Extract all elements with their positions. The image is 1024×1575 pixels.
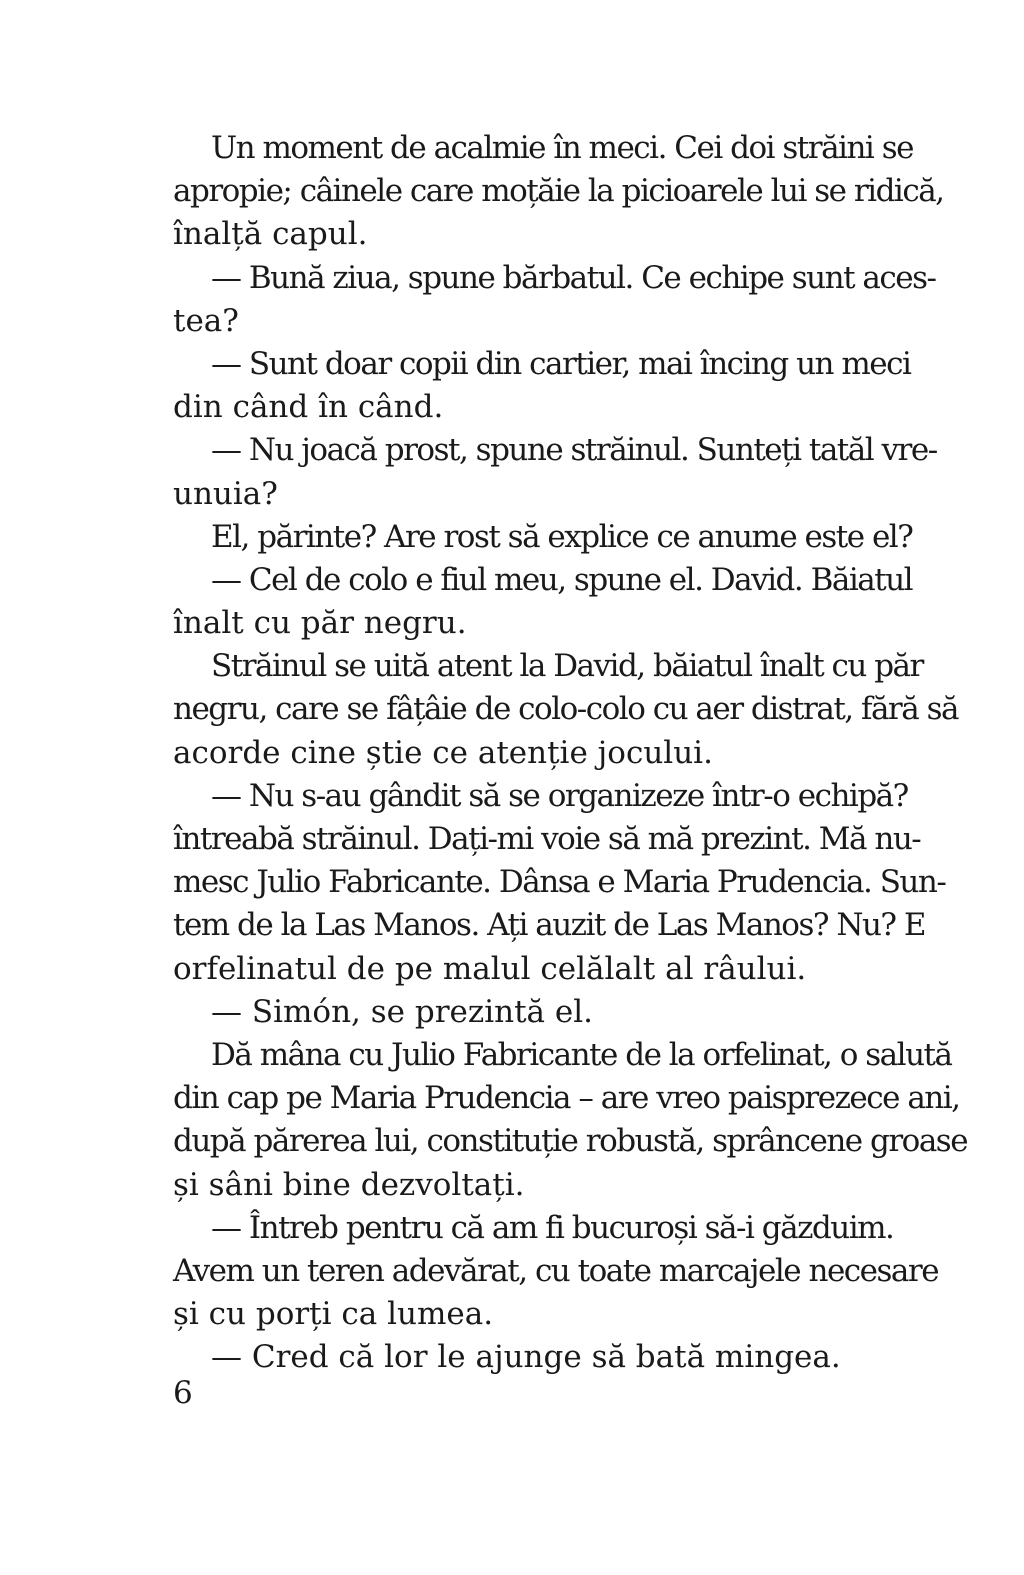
text-line: unuia? [173, 475, 278, 512]
text-line: mesc Julio Fabricante. Dânsa e Maria Prudencia. Sun- [173, 864, 946, 901]
text-line: tem de la Las Manos. Ați auzit de Las Manos? Nu? E [173, 907, 926, 944]
page-number: 6 [173, 1375, 193, 1411]
text-line: și sâni bine dezvoltați. [173, 1166, 525, 1203]
text-line: — Întreb pentru că am fi bucuroși să-i găzduim. [211, 1209, 894, 1246]
text-line: și cu porți ca lumea. [173, 1296, 494, 1333]
text-line: acorde cine știe ce atenție jocului. [173, 734, 713, 771]
text-line: — Bună ziua, spune bărbatul. Ce echipe sunt aces- [211, 259, 936, 296]
text-line: — Sunt doar copii din cartier, mai încing un meci [211, 345, 911, 382]
text-line: înalță capul. [173, 216, 368, 253]
text-line: — Nu s-au gândit să se organizeze într-o echipă? [211, 777, 908, 814]
text-line: — Cel de colo e fiul meu, spune el. David. Băiatul [211, 561, 913, 598]
text-line: orfelinatul de pe malul celălalt al râului. [173, 950, 807, 987]
body-text [173, 127, 968, 1379]
text-line: după părerea lui, constituție robustă, sprâncene groase [173, 1123, 968, 1160]
text-line: Străinul se uită atent la David, băiatul înalt cu păr [211, 648, 923, 685]
text-line: din cap pe Maria Prudencia – are vreo paisprezece ani, [173, 1080, 960, 1117]
text-line: El, părinte? Are rost să explice ce anume este el? [211, 518, 913, 555]
text-line: tea? [173, 302, 239, 339]
text-line: Un moment de acalmie în meci. Cei doi străini se [211, 130, 913, 166]
text-line: Avem un teren adevărat, cu toate marcajele necesare [173, 1252, 939, 1289]
text-line: apropie; câinele care moțăie la picioarele lui se ridică, [173, 173, 944, 210]
text-line: — Nu joacă prost, spune străinul. Sunteți tatăl vre- [211, 432, 937, 469]
text-line: înalt cu păr negru. [173, 605, 467, 642]
text-line: — Simón, se prezintă el. [211, 993, 593, 1030]
text-line: Dă mâna cu Julio Fabricante de la orfelinat, o salută [211, 1036, 952, 1073]
text-line: din când în când. [173, 389, 444, 426]
text-line: negru, care se fâțâie de colo-colo cu aer distrat, fără să [173, 691, 958, 728]
text-line: — Cred că lor le ajunge să bată mingea. [211, 1339, 841, 1376]
text-line: întreabă străinul. Dați-mi voie să mă prezint. Mă nu- [173, 821, 921, 857]
